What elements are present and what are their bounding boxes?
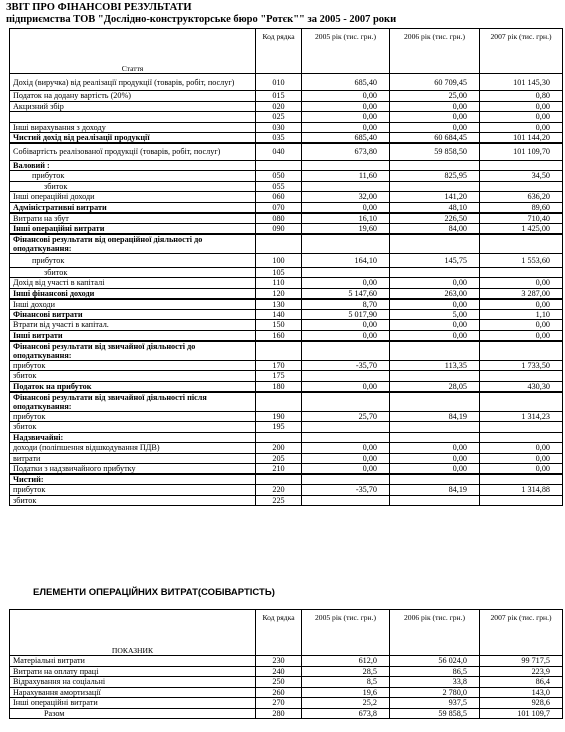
row-value-2005: 32,00 [302, 192, 390, 203]
row-label: Фінансові результати від операційної діяльності до оподаткування: [10, 234, 256, 254]
table-row [10, 341, 563, 361]
row-value-2005 [302, 392, 390, 412]
row-value-2007: 0,00 [480, 101, 563, 112]
report-title: ЗВІТ ПРО ФІНАНСОВІ РЕЗУЛЬТАТИ [6, 2, 192, 13]
row-value-2007: 0,80 [480, 91, 563, 102]
row-value-2007 [480, 267, 563, 278]
row-value-2005 [302, 495, 390, 506]
row-label: Інші вирахування з доходу [10, 122, 256, 133]
row-value-2007: 101 109,70 [480, 143, 563, 160]
row-label: прибуток [10, 360, 256, 371]
row-label: Інші операційні витрати [10, 698, 256, 709]
row-value-2006: 84,19 [390, 485, 480, 496]
row-code: 080 [256, 213, 302, 224]
row-value-2007 [480, 234, 563, 254]
row-label: Нарахування амортизації [10, 687, 256, 698]
row-label: Фінансові результати від звичайної діяльності до оподаткування: [10, 341, 256, 361]
row-value-2006: 48,10 [390, 202, 480, 213]
row-code: 025 [256, 112, 302, 123]
table-row [10, 267, 563, 278]
row-label: Втрати від участі в капітал. [10, 320, 256, 331]
row-code: 060 [256, 192, 302, 203]
row-value-2006: 0,00 [390, 464, 480, 475]
table-row [10, 371, 563, 382]
row-code: 110 [256, 278, 302, 289]
row-label: Інші операційні доходи [10, 192, 256, 203]
row-value-2006 [390, 432, 480, 443]
table-row [10, 330, 563, 341]
row-label [10, 112, 256, 123]
row-value-2006: 226,50 [390, 213, 480, 224]
row-code: 260 [256, 687, 302, 698]
row-code: 030 [256, 122, 302, 133]
row-label: Податок на додану вартість (20%) [10, 91, 256, 102]
row-label: прибуток [10, 171, 256, 182]
row-code: 225 [256, 495, 302, 506]
row-value-2005: 673,8 [302, 708, 390, 719]
row-value-2007: 0,00 [480, 330, 563, 341]
row-value-2006: 56 024,0 [390, 656, 480, 667]
row-code: 015 [256, 91, 302, 102]
row-label: Адміністративні витрати [10, 202, 256, 213]
row-value-2006: 60 684,45 [390, 133, 480, 144]
row-value-2007 [480, 181, 563, 192]
row-code: 105 [256, 267, 302, 278]
row-code: 240 [256, 666, 302, 677]
row-label: збиток [10, 371, 256, 382]
table-row [10, 133, 563, 144]
row-code: 210 [256, 464, 302, 475]
row-value-2006: 113,35 [390, 360, 480, 371]
table-row [10, 278, 563, 289]
row-value-2005 [302, 181, 390, 192]
row-label: збиток [10, 181, 256, 192]
row-code: 090 [256, 223, 302, 234]
row-code: 070 [256, 202, 302, 213]
table-row [10, 453, 563, 464]
row-value-2005: 19,60 [302, 223, 390, 234]
table-row [10, 234, 563, 254]
row-value-2006 [390, 160, 480, 171]
row-label: Інші витрати [10, 330, 256, 341]
row-label: прибуток [10, 485, 256, 496]
row-value-2006: 0,00 [390, 320, 480, 331]
table-row [10, 411, 563, 422]
row-value-2006: 0,00 [390, 122, 480, 133]
row-label: Фінансові витрати [10, 309, 256, 320]
row-value-2005 [302, 474, 390, 485]
table-row [10, 360, 563, 371]
row-value-2005: 0,00 [302, 112, 390, 123]
row-value-2006 [390, 371, 480, 382]
header-article: Стаття [10, 29, 256, 74]
financial-results-table [9, 28, 563, 506]
row-value-2005: 685,40 [302, 133, 390, 144]
row-value-2006 [390, 234, 480, 254]
header-2005: 2005 рік (тис. грн.) [302, 610, 390, 656]
row-value-2005: 28,5 [302, 666, 390, 677]
table-row [10, 91, 563, 102]
row-value-2006 [390, 422, 480, 433]
table-row [10, 708, 563, 719]
row-code: 055 [256, 181, 302, 192]
row-value-2007: 89,60 [480, 202, 563, 213]
row-value-2006: 263,00 [390, 288, 480, 299]
row-value-2006: 84,19 [390, 411, 480, 422]
row-value-2006 [390, 181, 480, 192]
row-label: Дохід (виручка) від реалізації продукції (товарів, робіт, послуг) [10, 74, 256, 91]
row-code: 035 [256, 133, 302, 144]
row-value-2006: 33,8 [390, 677, 480, 688]
row-value-2006: 0,00 [390, 453, 480, 464]
table-row [10, 192, 563, 203]
row-label: Відрахування на соціальні [10, 677, 256, 688]
row-label: Інші фінансові доходи [10, 288, 256, 299]
row-value-2005: 612,0 [302, 656, 390, 667]
table-header-row [10, 610, 563, 656]
row-value-2007 [480, 495, 563, 506]
row-value-2005: 0,00 [302, 202, 390, 213]
row-value-2007: 0,00 [480, 320, 563, 331]
table-row [10, 687, 563, 698]
row-value-2007: 34,50 [480, 171, 563, 182]
row-value-2005: 25,2 [302, 698, 390, 709]
row-value-2007: 0,00 [480, 112, 563, 123]
table-row [10, 474, 563, 485]
row-value-2006: 84,00 [390, 223, 480, 234]
row-code: 190 [256, 411, 302, 422]
table-header-row [10, 29, 563, 74]
row-value-2005: 0,00 [302, 320, 390, 331]
row-value-2007: 0,00 [480, 122, 563, 133]
row-value-2007 [480, 341, 563, 361]
row-label: Разом [10, 708, 256, 719]
row-label: збиток [10, 495, 256, 506]
table-row [10, 381, 563, 392]
row-code [256, 392, 302, 412]
row-value-2005: 0,00 [302, 91, 390, 102]
row-value-2005 [302, 267, 390, 278]
table-row [10, 160, 563, 171]
row-value-2006: 141,20 [390, 192, 480, 203]
row-value-2006: 28,05 [390, 381, 480, 392]
row-label: Витрати на збут [10, 213, 256, 224]
table-row [10, 666, 563, 677]
row-value-2007: 710,40 [480, 213, 563, 224]
row-value-2007: 0,00 [480, 278, 563, 289]
row-value-2006: 145,75 [390, 253, 480, 267]
row-label: Валовий : [10, 160, 256, 171]
row-label: доходи (поліпшення відшкодування ПДВ) [10, 443, 256, 454]
row-value-2007: 3 287,00 [480, 288, 563, 299]
table-row [10, 253, 563, 267]
row-value-2005: 0,00 [302, 278, 390, 289]
row-value-2006: 937,5 [390, 698, 480, 709]
row-label: Акцизний збір [10, 101, 256, 112]
row-code: 280 [256, 708, 302, 719]
row-value-2005: 16,10 [302, 213, 390, 224]
row-code [256, 341, 302, 361]
row-value-2005: 0,00 [302, 122, 390, 133]
row-label: прибуток [10, 253, 256, 267]
row-label: Надзвичайні: [10, 432, 256, 443]
row-value-2006: 0,00 [390, 330, 480, 341]
row-value-2006 [390, 474, 480, 485]
row-value-2005: 8,70 [302, 299, 390, 310]
row-value-2007: 1 553,60 [480, 253, 563, 267]
row-value-2006: 0,00 [390, 278, 480, 289]
table-row [10, 656, 563, 667]
table-row [10, 485, 563, 496]
row-value-2007 [480, 392, 563, 412]
row-value-2005: 0,00 [302, 453, 390, 464]
row-label: Витрати на оплату праці [10, 666, 256, 677]
row-label: збиток [10, 267, 256, 278]
header-2007: 2007 рік (тис. грн.) [480, 29, 563, 74]
row-value-2007 [480, 432, 563, 443]
header-code: Код рядка [256, 610, 302, 656]
row-code: 010 [256, 74, 302, 91]
header-2007: 2007 рік (тис. грн.) [480, 610, 563, 656]
row-code: 150 [256, 320, 302, 331]
row-label: витрати [10, 453, 256, 464]
row-value-2007: 101 145,30 [480, 74, 563, 91]
row-value-2006 [390, 392, 480, 412]
table-row [10, 171, 563, 182]
row-code: 020 [256, 101, 302, 112]
row-label: Фінансові результати від звичайної діяльності після оподаткування: [10, 392, 256, 412]
row-label: Собівартість реалізованої продукції (товарів, робіт, послуг) [10, 143, 256, 160]
row-value-2006 [390, 341, 480, 361]
row-value-2005: 5 147,60 [302, 288, 390, 299]
table-row [10, 223, 563, 234]
row-label: Податки з надзвичайного прибутку [10, 464, 256, 475]
row-code: 195 [256, 422, 302, 433]
table-row [10, 181, 563, 192]
row-code: 040 [256, 143, 302, 160]
row-label: Дохід від участі в капіталі [10, 278, 256, 289]
row-value-2005 [302, 160, 390, 171]
row-value-2007: 1,10 [480, 309, 563, 320]
row-value-2007: 101 109,7 [480, 708, 563, 719]
row-value-2005: 8,5 [302, 677, 390, 688]
table-row [10, 143, 563, 160]
row-code: 170 [256, 360, 302, 371]
table-row [10, 432, 563, 443]
row-value-2005: 0,00 [302, 443, 390, 454]
row-value-2005: -35,70 [302, 485, 390, 496]
row-label: Чистий: [10, 474, 256, 485]
row-value-2005: 164,10 [302, 253, 390, 267]
row-value-2007: 86,4 [480, 677, 563, 688]
row-value-2005: -35,70 [302, 360, 390, 371]
row-value-2005 [302, 371, 390, 382]
row-value-2006: 59 858,5 [390, 708, 480, 719]
row-code: 175 [256, 371, 302, 382]
row-value-2006: 60 709,45 [390, 74, 480, 91]
header-2006: 2006 рік (тис. грн.) [390, 610, 480, 656]
row-value-2005: 11,60 [302, 171, 390, 182]
row-value-2005: 673,80 [302, 143, 390, 160]
table-row [10, 101, 563, 112]
row-value-2007: 143,0 [480, 687, 563, 698]
header-2006: 2006 рік (тис. грн.) [390, 29, 480, 74]
table-row [10, 213, 563, 224]
table-row [10, 74, 563, 91]
row-value-2007: 1 425,00 [480, 223, 563, 234]
table-row [10, 464, 563, 475]
row-value-2005: 25,70 [302, 411, 390, 422]
table-row [10, 677, 563, 688]
row-value-2007: 1 733,50 [480, 360, 563, 371]
row-value-2007: 0,00 [480, 453, 563, 464]
row-code [256, 432, 302, 443]
row-value-2006: 2 780,0 [390, 687, 480, 698]
row-code: 220 [256, 485, 302, 496]
row-value-2005: 0,00 [302, 330, 390, 341]
row-code: 140 [256, 309, 302, 320]
row-value-2007 [480, 160, 563, 171]
table-row [10, 422, 563, 433]
row-code: 270 [256, 698, 302, 709]
row-value-2007: 99 717,5 [480, 656, 563, 667]
table-row [10, 299, 563, 310]
row-value-2007: 0,00 [480, 299, 563, 310]
header-indicator: ПОКАЗНИК [10, 610, 256, 656]
row-value-2005: 19,6 [302, 687, 390, 698]
row-value-2007: 636,20 [480, 192, 563, 203]
row-value-2006: 0,00 [390, 443, 480, 454]
operating-costs-table [9, 609, 563, 719]
row-label: Інші операційні витрати [10, 223, 256, 234]
row-value-2007: 101 144,20 [480, 133, 563, 144]
row-value-2007: 1 314,23 [480, 411, 563, 422]
table-row [10, 495, 563, 506]
section-title-operating-costs: ЕЛЕМЕНТИ ОПЕРАЦІЙНИХ ВИТРАТ(СОБІВАРТІСТЬ) [33, 587, 275, 598]
row-value-2007: 1 314,88 [480, 485, 563, 496]
row-value-2006: 25,00 [390, 91, 480, 102]
row-value-2005 [302, 432, 390, 443]
row-value-2005: 0,00 [302, 101, 390, 112]
row-code [256, 160, 302, 171]
row-code: 100 [256, 253, 302, 267]
table-row [10, 392, 563, 412]
row-value-2006: 825,95 [390, 171, 480, 182]
table-row [10, 320, 563, 331]
row-value-2006: 0,00 [390, 112, 480, 123]
row-code: 205 [256, 453, 302, 464]
row-code [256, 474, 302, 485]
row-value-2005: 685,40 [302, 74, 390, 91]
table-row [10, 202, 563, 213]
row-value-2006: 0,00 [390, 101, 480, 112]
row-value-2005 [302, 422, 390, 433]
row-code: 050 [256, 171, 302, 182]
row-value-2005: 5 017,90 [302, 309, 390, 320]
row-code: 120 [256, 288, 302, 299]
row-code: 160 [256, 330, 302, 341]
row-value-2006 [390, 267, 480, 278]
row-value-2006: 5,00 [390, 309, 480, 320]
row-value-2005: 0,00 [302, 381, 390, 392]
row-code: 230 [256, 656, 302, 667]
row-value-2007: 430,30 [480, 381, 563, 392]
table-row [10, 122, 563, 133]
row-code: 250 [256, 677, 302, 688]
row-value-2007 [480, 422, 563, 433]
table-row [10, 309, 563, 320]
table-row [10, 288, 563, 299]
table-row [10, 443, 563, 454]
row-value-2006: 86,5 [390, 666, 480, 677]
row-value-2006 [390, 495, 480, 506]
row-value-2005 [302, 341, 390, 361]
report-subtitle: підприємства ТОВ "Дослідно-конструкторське бюро "Ротєк"" за 2005 - 2007 роки [6, 14, 397, 25]
row-value-2005 [302, 234, 390, 254]
row-value-2007 [480, 474, 563, 485]
row-code: 180 [256, 381, 302, 392]
row-value-2006: 59 858,50 [390, 143, 480, 160]
table-row [10, 112, 563, 123]
row-value-2005: 0,00 [302, 464, 390, 475]
row-label: прибуток [10, 411, 256, 422]
row-label: збиток [10, 422, 256, 433]
row-label: Матеріальні витрати [10, 656, 256, 667]
row-label: Чистий дохід від реалізації продукції [10, 133, 256, 144]
row-value-2007 [480, 371, 563, 382]
row-code: 130 [256, 299, 302, 310]
row-label: Інші доходи [10, 299, 256, 310]
row-value-2006: 0,00 [390, 299, 480, 310]
table-row [10, 698, 563, 709]
row-value-2007: 0,00 [480, 443, 563, 454]
row-code [256, 234, 302, 254]
header-code: Код рядка [256, 29, 302, 74]
row-code: 200 [256, 443, 302, 454]
row-value-2007: 223,9 [480, 666, 563, 677]
row-value-2007: 0,00 [480, 464, 563, 475]
header-2005: 2005 рік (тис. грн.) [302, 29, 390, 74]
row-label: Податок на прибуток [10, 381, 256, 392]
row-value-2007: 928,6 [480, 698, 563, 709]
